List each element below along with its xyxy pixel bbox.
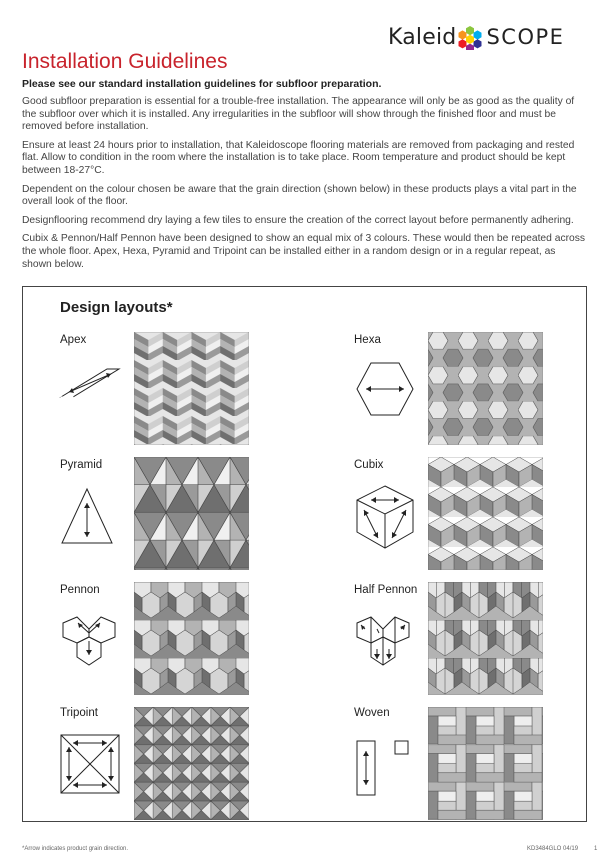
paragraph: Designflooring recommend dry laying a few tiles to ensure the creation of the correct layout before permanently adhering. xyxy=(22,214,574,226)
layout-label-pyramid: Pyramid xyxy=(60,459,103,471)
body-text xyxy=(22,96,587,277)
layout-label-woven: Woven xyxy=(354,707,390,719)
page-number: 1 xyxy=(594,846,598,852)
cubix-grain-icon xyxy=(353,482,417,552)
lead-text: Please see our standard installation guidelines for subfloor preparation. xyxy=(22,78,382,90)
apex-grain-icon xyxy=(59,359,121,419)
half-pennon-grain-icon xyxy=(353,607,413,669)
pennon-pattern xyxy=(134,582,249,695)
layout-label-tripoint: Tripoint xyxy=(60,707,98,719)
paragraph: Cubix & Pennon/Half Pennon have been designed to show an equal mix of 3 colours. These would then be repeated across the whole floor. Apex, Hexa, Pyramid and Tripoint can be installed either in a random design or in a regular repeat, as shown below. xyxy=(22,233,586,270)
panel-heading: Design layouts* xyxy=(60,299,173,316)
cubix-pattern xyxy=(428,457,543,570)
layout-label-pennon: Pennon xyxy=(60,584,100,596)
paragraph: Dependent on the colour chosen be aware that the grain direction (shown below) in these products plays a vital part in the overall look of the floor. xyxy=(22,183,577,208)
pyramid-grain-icon xyxy=(59,485,115,547)
tripoint-pattern xyxy=(134,707,249,820)
pyramid-pattern xyxy=(134,457,249,570)
kaleidoscope-logo xyxy=(388,22,564,52)
paragraph: Good subfloor preparation is essential for a trouble-free installation. The appearance will only be as good as the quality of the subfloor over which it is installed. Any irregularities in the subfloor will show through the finished floor and must be removed before installation. xyxy=(22,96,575,133)
hexa-pattern xyxy=(428,332,543,445)
layout-label-hexa: Hexa xyxy=(354,334,381,346)
page-title: Installation Guidelines xyxy=(22,50,228,73)
footer-note: *Arrow indicates product grain direction. xyxy=(22,846,129,852)
pennon-grain-icon xyxy=(59,607,119,667)
logo-text-kaleid: Kaleid xyxy=(388,24,457,50)
layout-label-cubix: Cubix xyxy=(354,459,384,471)
logo-text-scope: SCOPE xyxy=(486,25,565,49)
woven-pattern xyxy=(428,707,543,820)
woven-grain-icon xyxy=(353,737,415,799)
hexa-grain-icon xyxy=(353,359,417,419)
logo-hexagon-icon xyxy=(457,24,483,50)
layout-label-apex: Apex xyxy=(60,334,87,346)
half-pennon-pattern xyxy=(428,582,543,695)
paragraph: Ensure at least 24 hours prior to installation, that Kaleidoscope flooring materials are removed from packaging and rested flat. Allow to condition in the room where the installation is to take place. Room temperature and product should be kept between 18-27°C. xyxy=(22,139,575,176)
footer-code: KD3484GLO 04/19 xyxy=(527,846,579,852)
design-layouts-panel xyxy=(22,286,587,822)
layout-label-half-pennon: Half Pennon xyxy=(354,584,418,596)
tripoint-grain-icon xyxy=(59,733,121,795)
apex-pattern xyxy=(134,332,249,445)
